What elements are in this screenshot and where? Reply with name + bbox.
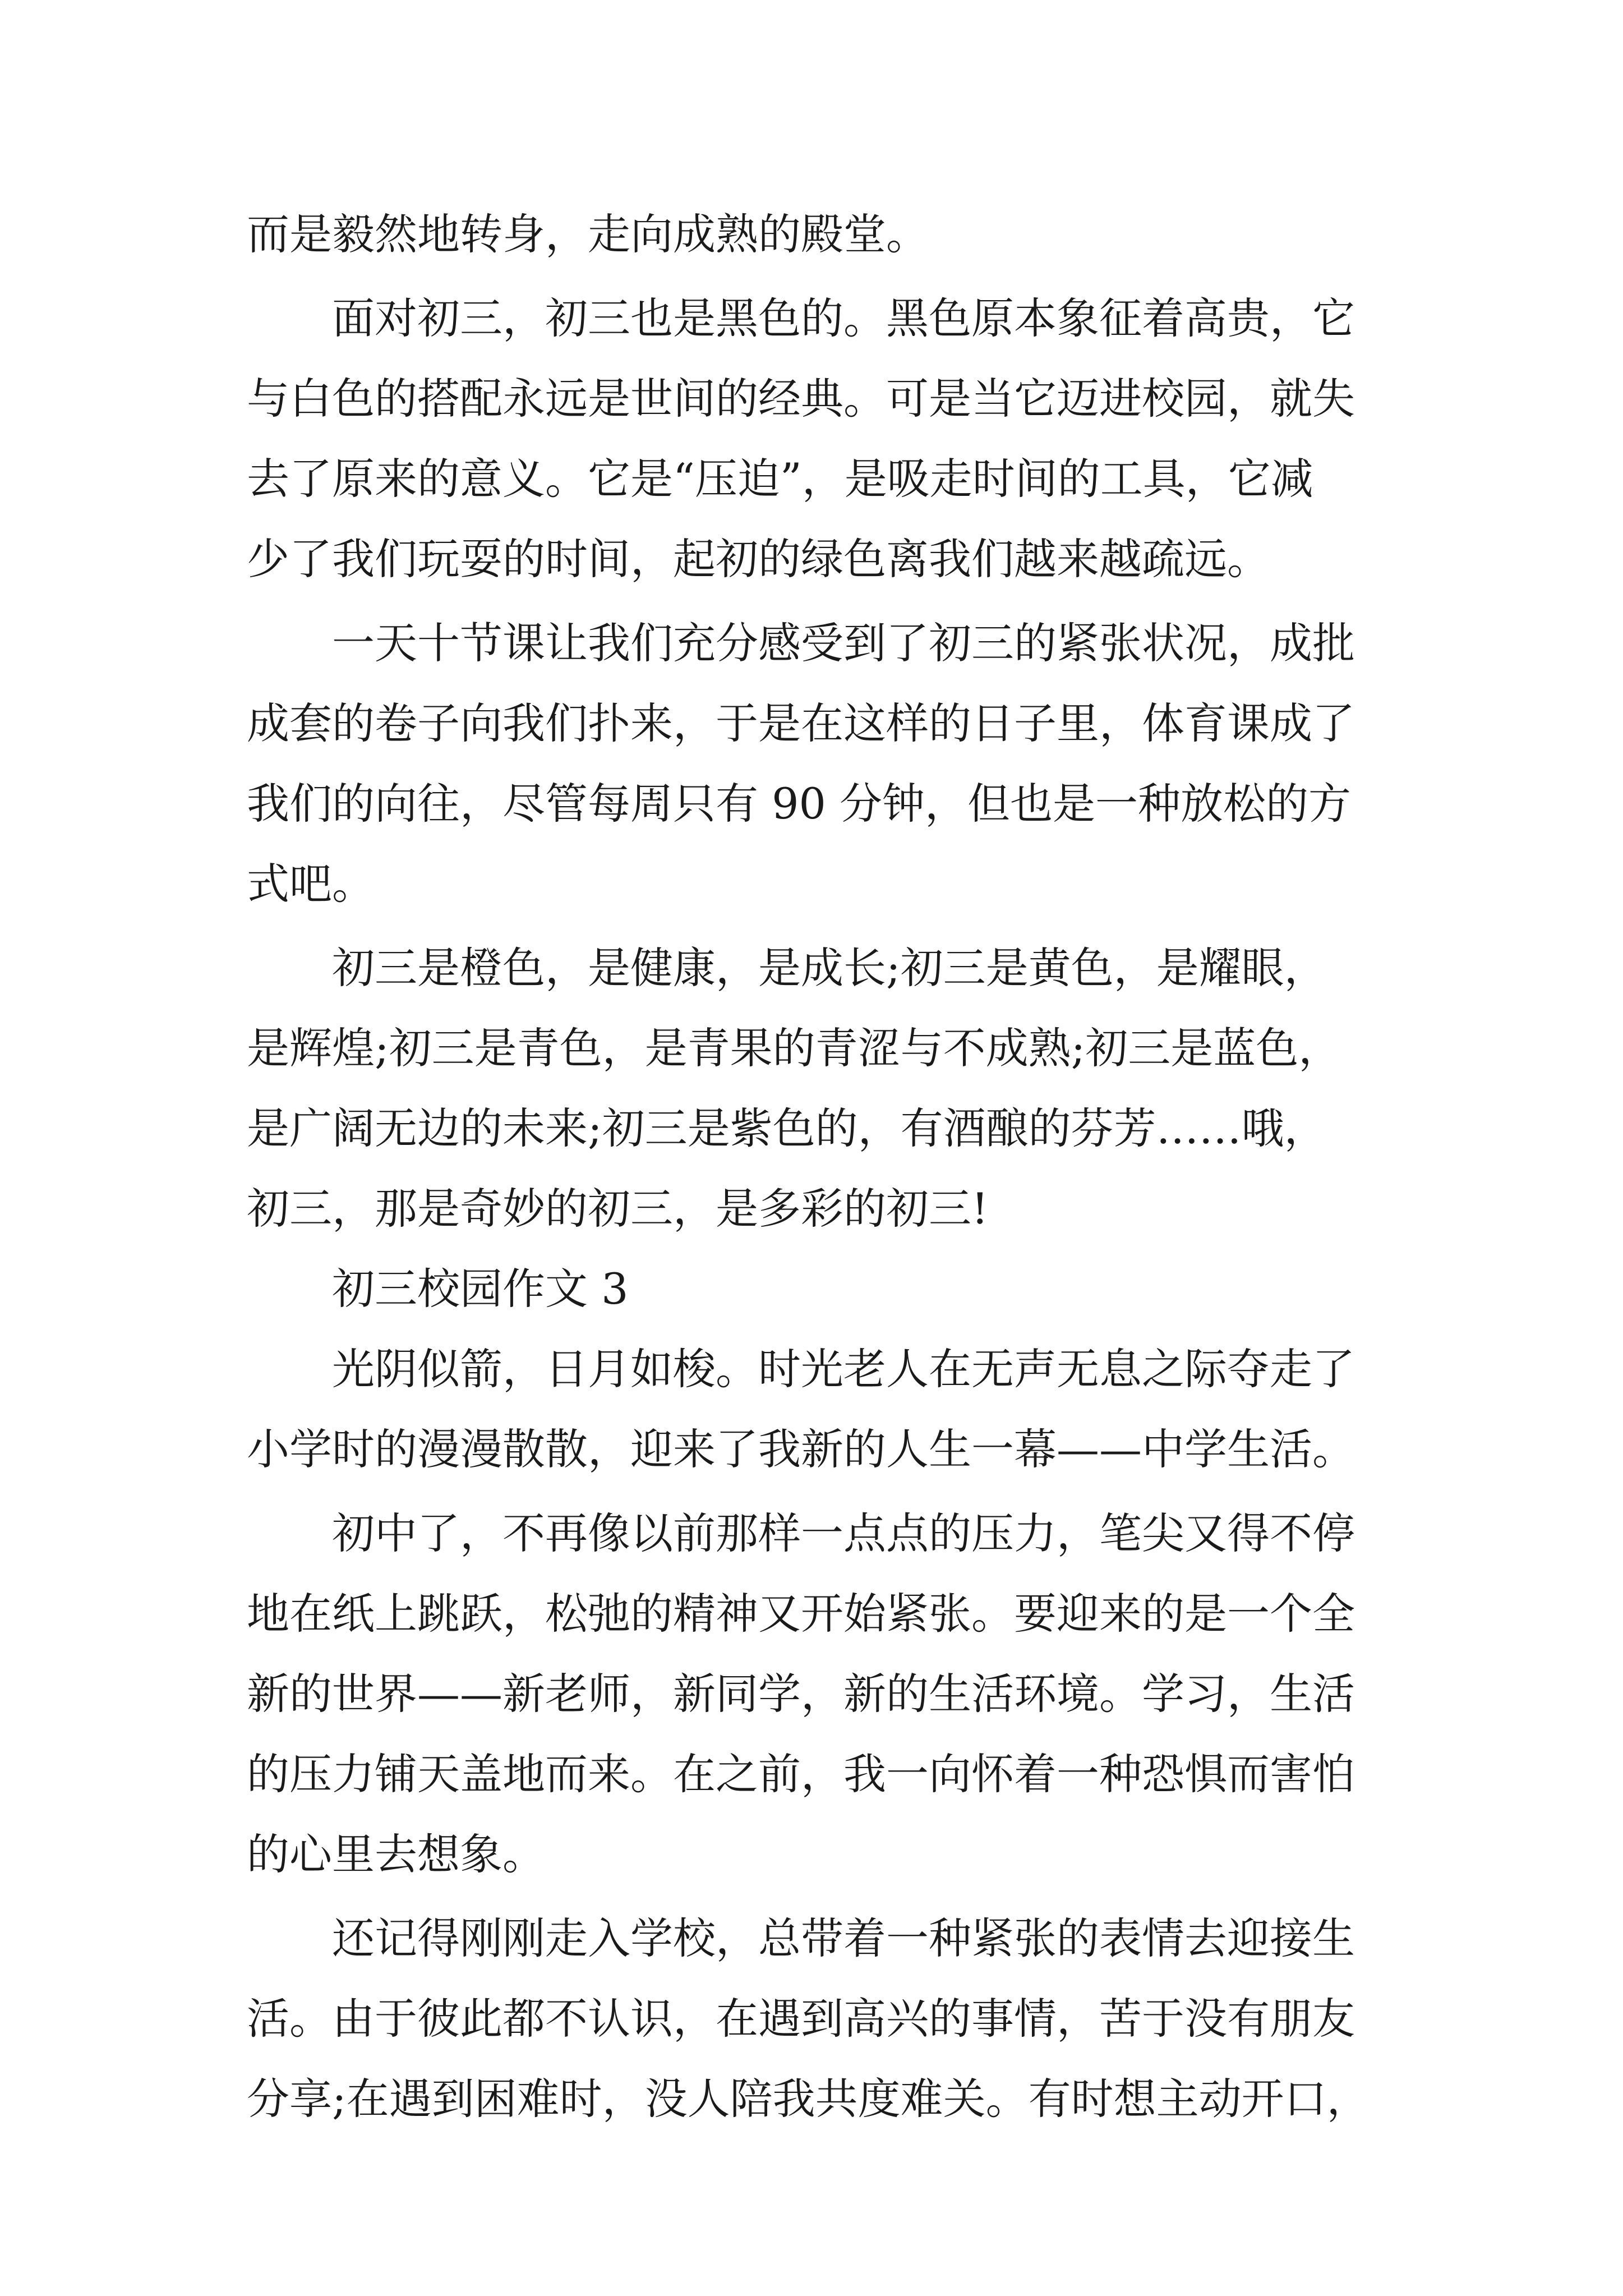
paragraph-start-line: 初三是橙色，是健康，是成长;初三是黄色，是耀眼， (332, 943, 1327, 993)
paragraph-start-line: 光阴似箭，日月如梭。时光老人在无声无息之际夺走了 (332, 1344, 1355, 1394)
text-line: 活。由于彼此都不认识，在遇到高兴的事情，苦于没有朋友 (247, 1994, 1355, 2044)
text-line: 去了原来的意义。它是“压迫”，是吸走时间的工具，它减 (247, 454, 1313, 504)
paragraph-start-line: 初中了，不再像以前那样一点点的压力，笔尖又得不停 (332, 1508, 1355, 1558)
paragraph-start-line: 面对初三，初三也是黑色的。黑色原本象征着高贵，它 (332, 293, 1355, 343)
text-line: 的压力铺天盖地而来。在之前，我一向怀着一种恐惧而害怕 (247, 1749, 1355, 1799)
text-line: 少了我们玩耍的时间，起初的绿色离我们越来越疏远。 (247, 534, 1270, 584)
text-line: 新的世界——新老师，新同学，新的生活环境。学习，生活 (247, 1669, 1355, 1719)
text-line: 而是毅然地转身，走向成熟的殿堂。 (247, 209, 929, 259)
text-line: 是广阔无边的未来;初三是紫色的，有酒酿的芬芳……哦， (247, 1103, 1327, 1153)
text-line: 地在纸上跳跃，松弛的精神又开始紧张。要迎来的是一个全 (247, 1589, 1355, 1639)
text-line: 我们的向往，尽管每周只有 90 分钟，但也是一种放松的方 (247, 779, 1352, 829)
section-heading: 初三校园作文 3 (332, 1264, 629, 1314)
text-line: 与白色的搭配永远是世间的经典。可是当它迈进校园，就失 (247, 374, 1355, 424)
text-line: 初三，那是奇妙的初三，是多彩的初三! (247, 1184, 989, 1234)
text-line: 分享;在遇到困难时，没人陪我共度难关。有时想主动开口， (247, 2074, 1370, 2124)
text-line: 成套的卷子向我们扑来，于是在这样的日子里，体育课成了 (247, 698, 1355, 748)
text-line: 小学时的漫漫散散，迎来了我新的人生一幕——中学生活。 (247, 1424, 1355, 1474)
paragraph-start-line: 一天十节课让我们充分感受到了初三的紧张状况，成批 (332, 618, 1355, 668)
text-line: 的心里去想象。 (247, 1829, 545, 1879)
text-line: 式吧。 (247, 859, 375, 909)
text-line: 是辉煌;初三是青色，是青果的青涩与不成熟;初三是蓝色， (247, 1023, 1341, 1073)
paragraph-start-line: 还记得刚刚走入学校，总带着一种紧张的表情去迎接生 (332, 1913, 1355, 1963)
